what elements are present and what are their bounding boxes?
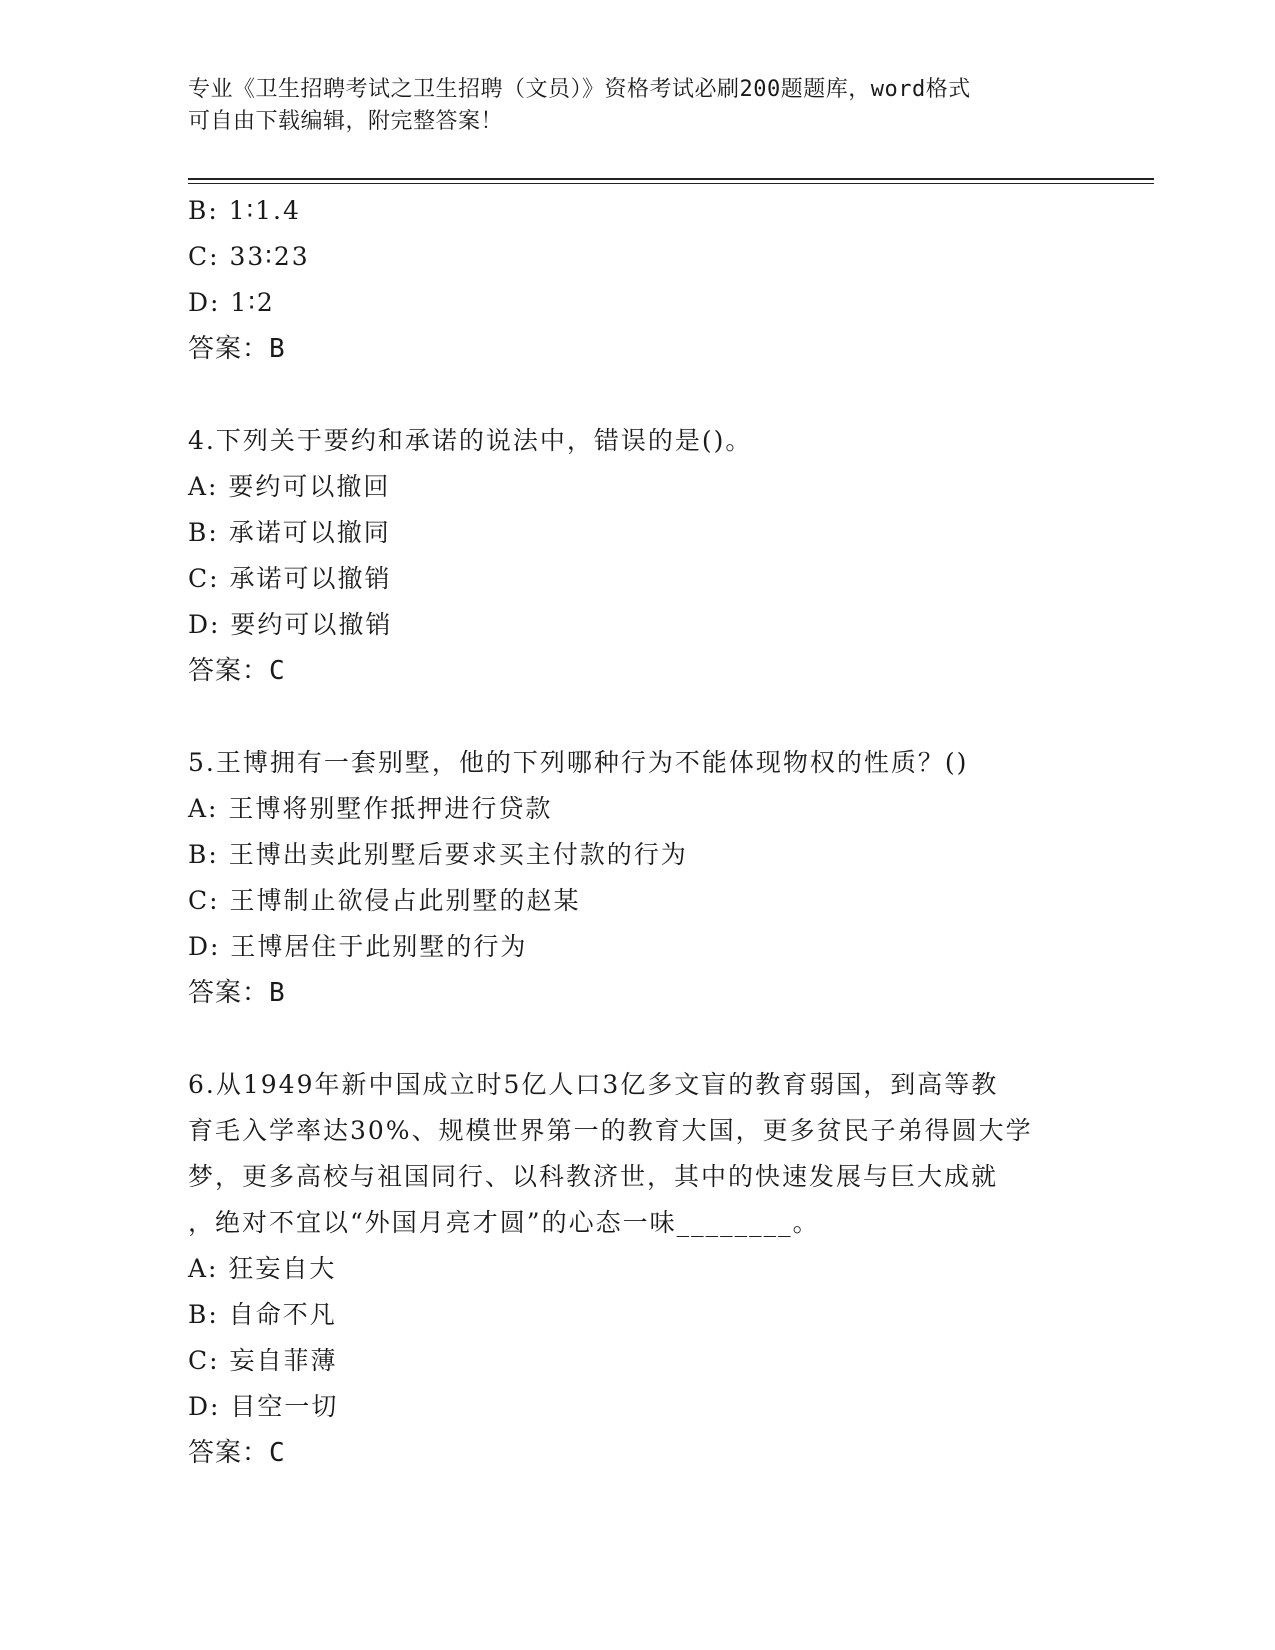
header-title-line-2: 可自由下载编辑，附完整答案！ — [188, 109, 504, 134]
question-3 — [188, 188, 1088, 372]
spacer — [188, 1016, 1088, 1062]
question-text — [188, 1062, 1088, 1246]
option-a: A: 要约可以撤回 — [188, 472, 391, 501]
option-d: D: 目空一切 — [188, 1392, 339, 1421]
option-b: B: 承诺可以撤同 — [188, 518, 391, 547]
option-b: B: 自命不凡 — [188, 1300, 337, 1329]
question-text: 5.王博拥有一套别墅，他的下列哪种行为不能体现物权的性质？() — [188, 748, 969, 777]
question-text-line: 梦，更多高校与祖国同行、以科教济世，其中的快速发展与巨大成就 — [188, 1162, 999, 1191]
answer-line: 答案：B — [188, 978, 286, 1008]
option-c: C: 妄自菲薄 — [188, 1346, 338, 1375]
option-a: A: 狂妄自大 — [188, 1254, 337, 1283]
question-text-line: ，绝对不宜以“外国月亮才圆”的心态一味________。 — [188, 1208, 820, 1237]
spacer — [188, 372, 1088, 418]
answer-line: 答案：C — [188, 656, 286, 686]
document-header — [188, 74, 1088, 138]
question-text-line: 6.从1949年新中国成立时5亿人口3亿多文盲的教育弱国，到高等教 — [188, 1070, 999, 1099]
option-d: D: 要约可以撤销 — [188, 610, 393, 639]
header-divider-thin — [188, 183, 1154, 184]
option-d: D: 1∶2 — [188, 288, 275, 317]
answer-line: 答案：B — [188, 334, 286, 364]
answer-line: 答案：C — [188, 1438, 286, 1468]
question-text-line: 育毛入学率达30%、规模世界第一的教育大国，更多贫民子弟得圆大学 — [188, 1116, 1033, 1145]
header-divider-thick — [188, 178, 1154, 180]
option-b: B: 王博出卖此别墅后要求买主付款的行为 — [188, 840, 688, 869]
option-c: C: 王博制止欲侵占此别墅的赵某 — [188, 886, 581, 915]
option-a: A: 王博将别墅作抵押进行贷款 — [188, 794, 553, 823]
question-5 — [188, 740, 1088, 1016]
question-list — [188, 188, 1088, 1476]
option-b: B: 1∶1.4 — [188, 196, 301, 225]
option-c: C: 33∶23 — [188, 242, 310, 271]
option-d: D: 王博居住于此别墅的行为 — [188, 932, 528, 961]
header-title-line-1: 专业《卫生招聘考试之卫生招聘（文员）》资格考试必刷200题题库，word格式 — [188, 77, 971, 102]
spacer — [188, 694, 1088, 740]
option-c: C: 承诺可以撤销 — [188, 564, 392, 593]
question-text: 4.下列关于要约和承诺的说法中，错误的是()。 — [188, 426, 753, 455]
question-4 — [188, 418, 1088, 694]
question-6 — [188, 1062, 1088, 1476]
